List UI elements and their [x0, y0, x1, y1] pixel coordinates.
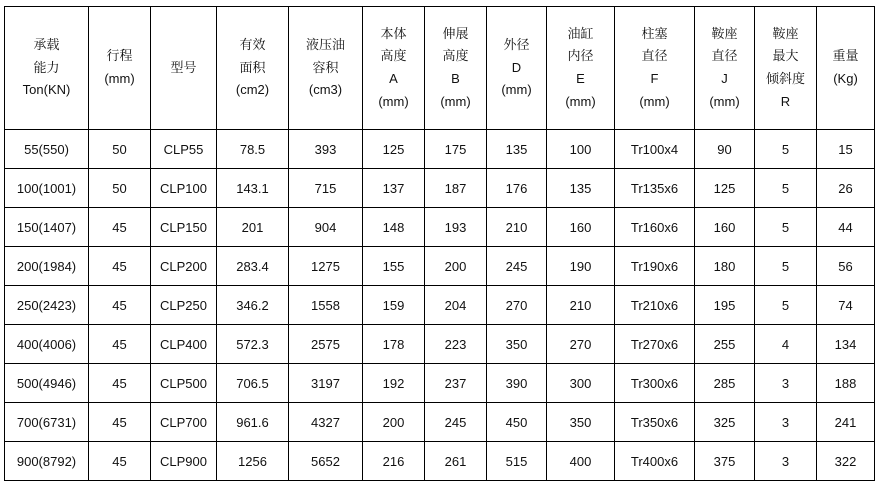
column-header-line: F — [650, 71, 659, 86]
table-cell: 285 — [695, 364, 755, 403]
column-header-line: 本体 — [380, 25, 407, 41]
column-header-line: R — [780, 93, 791, 109]
table-cell: 148 — [363, 208, 425, 247]
table-row — [5, 247, 875, 286]
table-cell: 572.3 — [217, 325, 289, 364]
table-cell: 241 — [817, 403, 875, 442]
table-cell: CLP200 — [151, 247, 217, 286]
table-cell: 45 — [89, 364, 151, 403]
column-header-line: (mm) — [565, 93, 596, 109]
table-cell: 5 — [755, 208, 817, 247]
column-header-line: 型号 — [170, 59, 197, 75]
table-cell: 390 — [487, 364, 547, 403]
table-cell: 1256 — [217, 442, 289, 481]
column-header-line: 液压油 — [305, 36, 345, 52]
table-cell: 270 — [487, 286, 547, 325]
column-header-5 — [363, 7, 425, 130]
table-cell: 250(2423) — [5, 286, 89, 325]
table-cell: 500(4946) — [5, 364, 89, 403]
table-cell: 200 — [425, 247, 487, 286]
table-cell: Tr210x6 — [615, 286, 695, 325]
table-header-row — [5, 7, 875, 130]
table-cell: 900(8792) — [5, 442, 89, 481]
table-cell: 200 — [363, 403, 425, 442]
table-cell: 515 — [487, 442, 547, 481]
table-cell: 904 — [289, 208, 363, 247]
table-cell: 961.6 — [217, 403, 289, 442]
table-cell: 125 — [363, 130, 425, 169]
table-cell: CLP500 — [151, 364, 217, 403]
table-cell: 223 — [425, 325, 487, 364]
table-cell: 300 — [547, 364, 615, 403]
table-cell: 78.5 — [217, 130, 289, 169]
table-cell: 450 — [487, 403, 547, 442]
table-cell: 155 — [363, 247, 425, 286]
column-header-line: 外径 — [503, 36, 530, 52]
table-cell: CLP400 — [151, 325, 217, 364]
table-cell: Tr300x6 — [615, 364, 695, 403]
table-cell: 706.5 — [217, 364, 289, 403]
column-header-line: 重量 — [832, 48, 859, 64]
table-cell: 3 — [755, 442, 817, 481]
table-cell: 200(1984) — [5, 247, 89, 286]
column-header-line: 内径 — [567, 48, 594, 64]
column-header-line: B — [451, 71, 460, 86]
table-cell: 5652 — [289, 442, 363, 481]
table-cell: 143.1 — [217, 169, 289, 208]
table-cell: 216 — [363, 442, 425, 481]
column-header-9 — [615, 7, 695, 130]
column-header-11 — [755, 7, 817, 130]
table-cell: 90 — [695, 130, 755, 169]
table-header — [5, 7, 875, 130]
column-header-line: (mm) — [104, 71, 135, 86]
column-header-line: 倾斜度 — [765, 71, 805, 86]
table-cell: Tr135x6 — [615, 169, 695, 208]
column-header-line: 鞍座 — [711, 25, 738, 41]
table-cell: 150(1407) — [5, 208, 89, 247]
table-cell: 1558 — [289, 286, 363, 325]
table-cell: CLP700 — [151, 403, 217, 442]
table-row — [5, 403, 875, 442]
table-cell: 3 — [755, 364, 817, 403]
table-cell: 178 — [363, 325, 425, 364]
column-header-6 — [425, 7, 487, 130]
column-header-line: 鞍座 — [772, 25, 799, 41]
column-header-8 — [547, 7, 615, 130]
table-cell: 237 — [425, 364, 487, 403]
column-header-line: J — [721, 71, 728, 86]
column-header-line: E — [576, 71, 585, 86]
table-row — [5, 130, 875, 169]
column-header-line: 伸展 — [442, 25, 469, 41]
table-cell: 375 — [695, 442, 755, 481]
column-header-line: 最大 — [772, 48, 799, 64]
column-header-line: 柱塞 — [641, 25, 668, 41]
table-cell: 175 — [425, 130, 487, 169]
table-cell: 45 — [89, 247, 151, 286]
table-row — [5, 364, 875, 403]
column-header-7 — [487, 7, 547, 130]
column-header-line: (Kg) — [833, 71, 858, 86]
table-cell: 45 — [89, 403, 151, 442]
column-header-line: 直径 — [641, 48, 668, 64]
table-cell: 192 — [363, 364, 425, 403]
table-cell: 5 — [755, 130, 817, 169]
column-header-line: 面积 — [239, 59, 266, 75]
column-header-0 — [5, 7, 89, 130]
table-cell: 160 — [695, 208, 755, 247]
table-cell: 188 — [817, 364, 875, 403]
column-header-line: D — [511, 59, 522, 75]
table-cell: Tr100x4 — [615, 130, 695, 169]
column-header-line: (mm) — [378, 93, 409, 109]
table-cell: 26 — [817, 169, 875, 208]
table-cell: 137 — [363, 169, 425, 208]
table-cell: 322 — [817, 442, 875, 481]
table-cell: 400 — [547, 442, 615, 481]
table-cell: CLP250 — [151, 286, 217, 325]
table-cell: 55(550) — [5, 130, 89, 169]
table-cell: 255 — [695, 325, 755, 364]
table-cell: 44 — [817, 208, 875, 247]
column-header-line: (cm2) — [235, 82, 270, 98]
table-cell: Tr350x6 — [615, 403, 695, 442]
table-cell: 283.4 — [217, 247, 289, 286]
table-cell: 400(4006) — [5, 325, 89, 364]
table-cell: 56 — [817, 247, 875, 286]
column-header-4 — [289, 7, 363, 130]
column-header-line: (mm) — [639, 93, 670, 109]
table-cell: 245 — [487, 247, 547, 286]
table-cell: 270 — [547, 325, 615, 364]
table-cell: 195 — [695, 286, 755, 325]
table-cell: 715 — [289, 169, 363, 208]
table-cell: 15 — [817, 130, 875, 169]
column-header-line: 油缸 — [567, 25, 594, 41]
column-header-line: 承载 — [33, 36, 60, 52]
table-cell: 350 — [487, 325, 547, 364]
column-header-3 — [217, 7, 289, 130]
table-cell: 4327 — [289, 403, 363, 442]
column-header-line: 直径 — [711, 48, 738, 64]
table-cell: 135 — [487, 130, 547, 169]
table-cell: 125 — [695, 169, 755, 208]
table-row — [5, 169, 875, 208]
table-cell: 4 — [755, 325, 817, 364]
table-cell: 176 — [487, 169, 547, 208]
table-cell: CLP55 — [151, 130, 217, 169]
table-cell: 45 — [89, 286, 151, 325]
table-cell: 3 — [755, 403, 817, 442]
table-cell: 100 — [547, 130, 615, 169]
table-cell: 2575 — [289, 325, 363, 364]
specification-table — [4, 6, 875, 481]
column-header-line: (mm) — [709, 93, 740, 109]
table-cell: 393 — [289, 130, 363, 169]
table-cell: 159 — [363, 286, 425, 325]
table-cell: Tr270x6 — [615, 325, 695, 364]
table-cell: 346.2 — [217, 286, 289, 325]
table-cell: 210 — [487, 208, 547, 247]
column-header-10 — [695, 7, 755, 130]
table-cell: 74 — [817, 286, 875, 325]
table-cell: 193 — [425, 208, 487, 247]
column-header-2 — [151, 7, 217, 130]
table-cell: 325 — [695, 403, 755, 442]
table-cell: 50 — [89, 130, 151, 169]
table-cell: 700(6731) — [5, 403, 89, 442]
table-cell: 5 — [755, 286, 817, 325]
column-header-line: 有效 — [239, 36, 266, 52]
column-header-line: 行程 — [106, 48, 133, 64]
table-cell: Tr190x6 — [615, 247, 695, 286]
table-cell: CLP150 — [151, 208, 217, 247]
table-row — [5, 442, 875, 481]
table-cell: 50 — [89, 169, 151, 208]
table-row — [5, 286, 875, 325]
table-row — [5, 208, 875, 247]
table-cell: 1275 — [289, 247, 363, 286]
table-cell: 201 — [217, 208, 289, 247]
column-header-12 — [817, 7, 875, 130]
table-cell: 204 — [425, 286, 487, 325]
table-cell: 45 — [89, 442, 151, 481]
table-cell: 245 — [425, 403, 487, 442]
table-cell: Tr400x6 — [615, 442, 695, 481]
table-cell: 261 — [425, 442, 487, 481]
column-header-line: 高度 — [442, 48, 469, 64]
table-cell: 45 — [89, 325, 151, 364]
column-header-line: (cm3) — [308, 82, 343, 98]
table-body — [5, 130, 875, 481]
column-header-line: (mm) — [440, 93, 471, 109]
table-cell: 134 — [817, 325, 875, 364]
table-cell: 160 — [547, 208, 615, 247]
column-header-1 — [89, 7, 151, 130]
column-header-line: 高度 — [380, 48, 407, 64]
column-header-line: A — [389, 71, 398, 86]
table-cell: 187 — [425, 169, 487, 208]
table-cell: 5 — [755, 169, 817, 208]
table-cell: 3197 — [289, 364, 363, 403]
column-header-line: (mm) — [501, 82, 532, 98]
table-cell: 350 — [547, 403, 615, 442]
table-cell: CLP100 — [151, 169, 217, 208]
table-cell: 135 — [547, 169, 615, 208]
table-cell: 45 — [89, 208, 151, 247]
column-header-line: 容积 — [312, 59, 339, 75]
table-row — [5, 325, 875, 364]
column-header-line: Ton(KN) — [22, 82, 71, 98]
table-cell: Tr160x6 — [615, 208, 695, 247]
table-cell: 5 — [755, 247, 817, 286]
table-cell: 190 — [547, 247, 615, 286]
table-cell: 180 — [695, 247, 755, 286]
column-header-line: 能力 — [33, 59, 60, 75]
table-cell: CLP900 — [151, 442, 217, 481]
table-cell: 210 — [547, 286, 615, 325]
table-cell: 100(1001) — [5, 169, 89, 208]
